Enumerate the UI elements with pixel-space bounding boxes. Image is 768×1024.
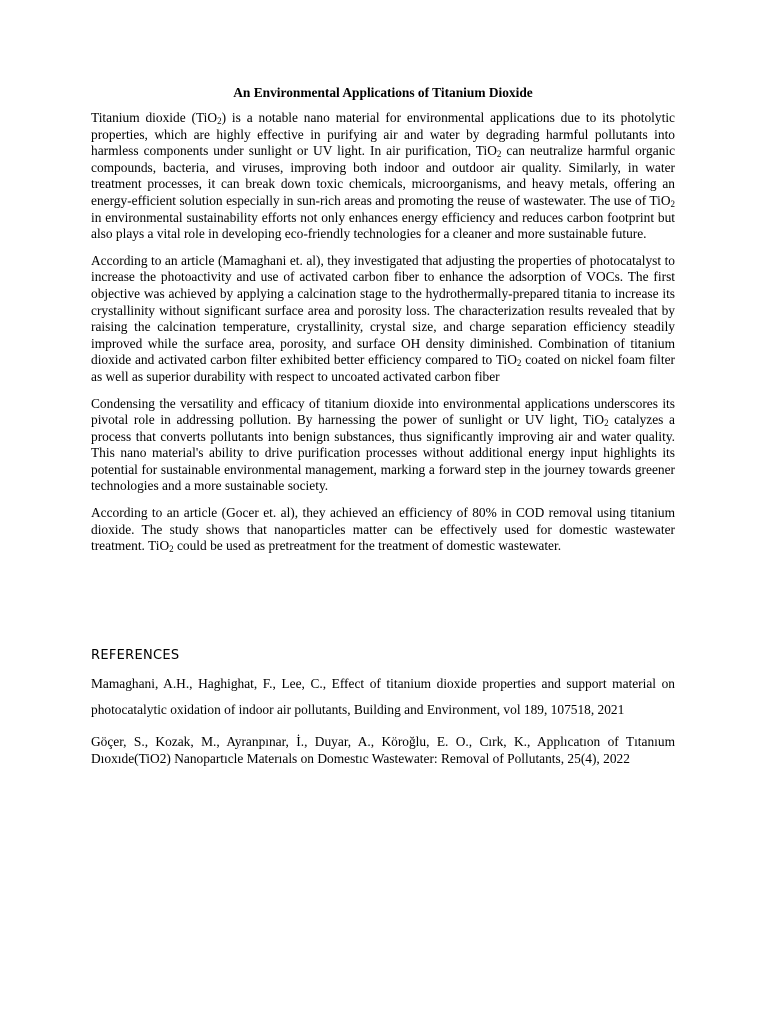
paragraph-text: According to an article (Gocer et. al), they achieved an efficiency of 80% in COD removal using titanium dioxide. The study shows that nanoparticles matter can be effectively used for domestic wastewater treatment. TiO — [91, 505, 675, 554]
subscript: 2 — [516, 358, 522, 369]
document-page — [91, 84, 675, 777]
subscript: 2 — [217, 116, 222, 126]
paragraph-intro — [91, 110, 675, 243]
paragraph-text: Condensing the versatility and efficacy of titanium dioxide into environmental applications underscores its pivotal role in addressing pollution. By harnessing the power of sunlight or UV light, TiO — [91, 395, 675, 428]
paragraph-text: According to an article (Mamaghani et. al), they investigated that adjusting the properties of photocatalyst to increase the photoactivity and use of activated carbon fiber to enhance the adsorption of VOCs. The first objective was achieved by applying a calcination stage to the hydrothermally-prepared titania to increase its crystallinity without significant surface area and porosity loss. The characterization results revealed that by raising the calcination temperature, crystallinity, crystal size, and charge separation efficiency steadily improved while the surface area, porosity, and surface OH density diminished. Combination of titanium dioxide and activated carbon filter exhibited better efficiency compared to TiO — [91, 252, 675, 368]
subscript: 2 — [169, 544, 174, 555]
subscript: 2 — [670, 198, 675, 209]
reference-item-mamaghani: Mamaghani, A.H., Haghighat, F., Lee, C., Effect of titanium dioxide properties and support material on photocatalytic oxidation of indoor air pollutants, Building and Environment, vol 189, 107518, 2021 — [91, 675, 675, 717]
subscript: 2 — [496, 149, 502, 160]
paragraph-gocer-summary — [91, 505, 675, 555]
section-spacer — [91, 565, 675, 647]
paragraph-text: can neutralize harmful organic compounds, bacteria, and viruses, improving both indoor and outdoor air quality. Similarly, in water treatment processes, it can break down toxic chemicals, microorganisms, and heavy metals, offering an energy-efficient solution especially in sun-rich areas and promoting the reuse of wastewater. The use of TiO — [91, 143, 676, 208]
paragraph-text: ) is a notable nano material for environmental applications due to its photolytic properties, which are highly effective in purifying air and water by degrading harmful pollutants into harmless components under sunlight or UV light. In air purification, TiO — [91, 110, 675, 159]
reference-item-gocer: Göçer, S., Kozak, M., Ayranpınar, İ., Duyar, A., Köroğlu, E. O., Cırk, K., Applıcatıon of Tıtanıum Dıoxıde(TiO2) Nanopartıcle Materıals on Domestıc Wastewater: Removal of Pollutants, 25(4), 2022 — [91, 733, 675, 766]
subscript: 2 — [604, 418, 609, 429]
paragraph-mamaghani-summary — [91, 253, 675, 386]
paragraph-text: catalyzes a process that converts pollutants into benign substances, thus significantly improving air and water quality. This nano material's ability to drive purification processes without additional energy input highlights its potential for sustainable environmental management, marking a forward step in the journey towards greener technologies and a more sustainable society. — [91, 412, 675, 494]
paragraph-text: coated on nickel foam filter as well as superior durability with respect to uncoated activated carbon fiber — [91, 352, 675, 384]
paragraph-text: could be used as pretreatment for the treatment of domestic wastewater. — [173, 538, 562, 554]
paragraph-text: in environmental sustainability efforts not only enhances energy efficiency and reduces carbon footprint but also plays a vital role in developing eco-friendly technologies for a cleaner and more sustainable future. — [91, 209, 675, 242]
references-heading: REFERENCES — [91, 647, 180, 663]
paragraph-text: Titanium dioxide (TiO — [91, 110, 218, 125]
paragraph-conclusion — [91, 396, 675, 496]
document-title: An Environmental Applications of Titanium Dioxide — [233, 85, 533, 100]
